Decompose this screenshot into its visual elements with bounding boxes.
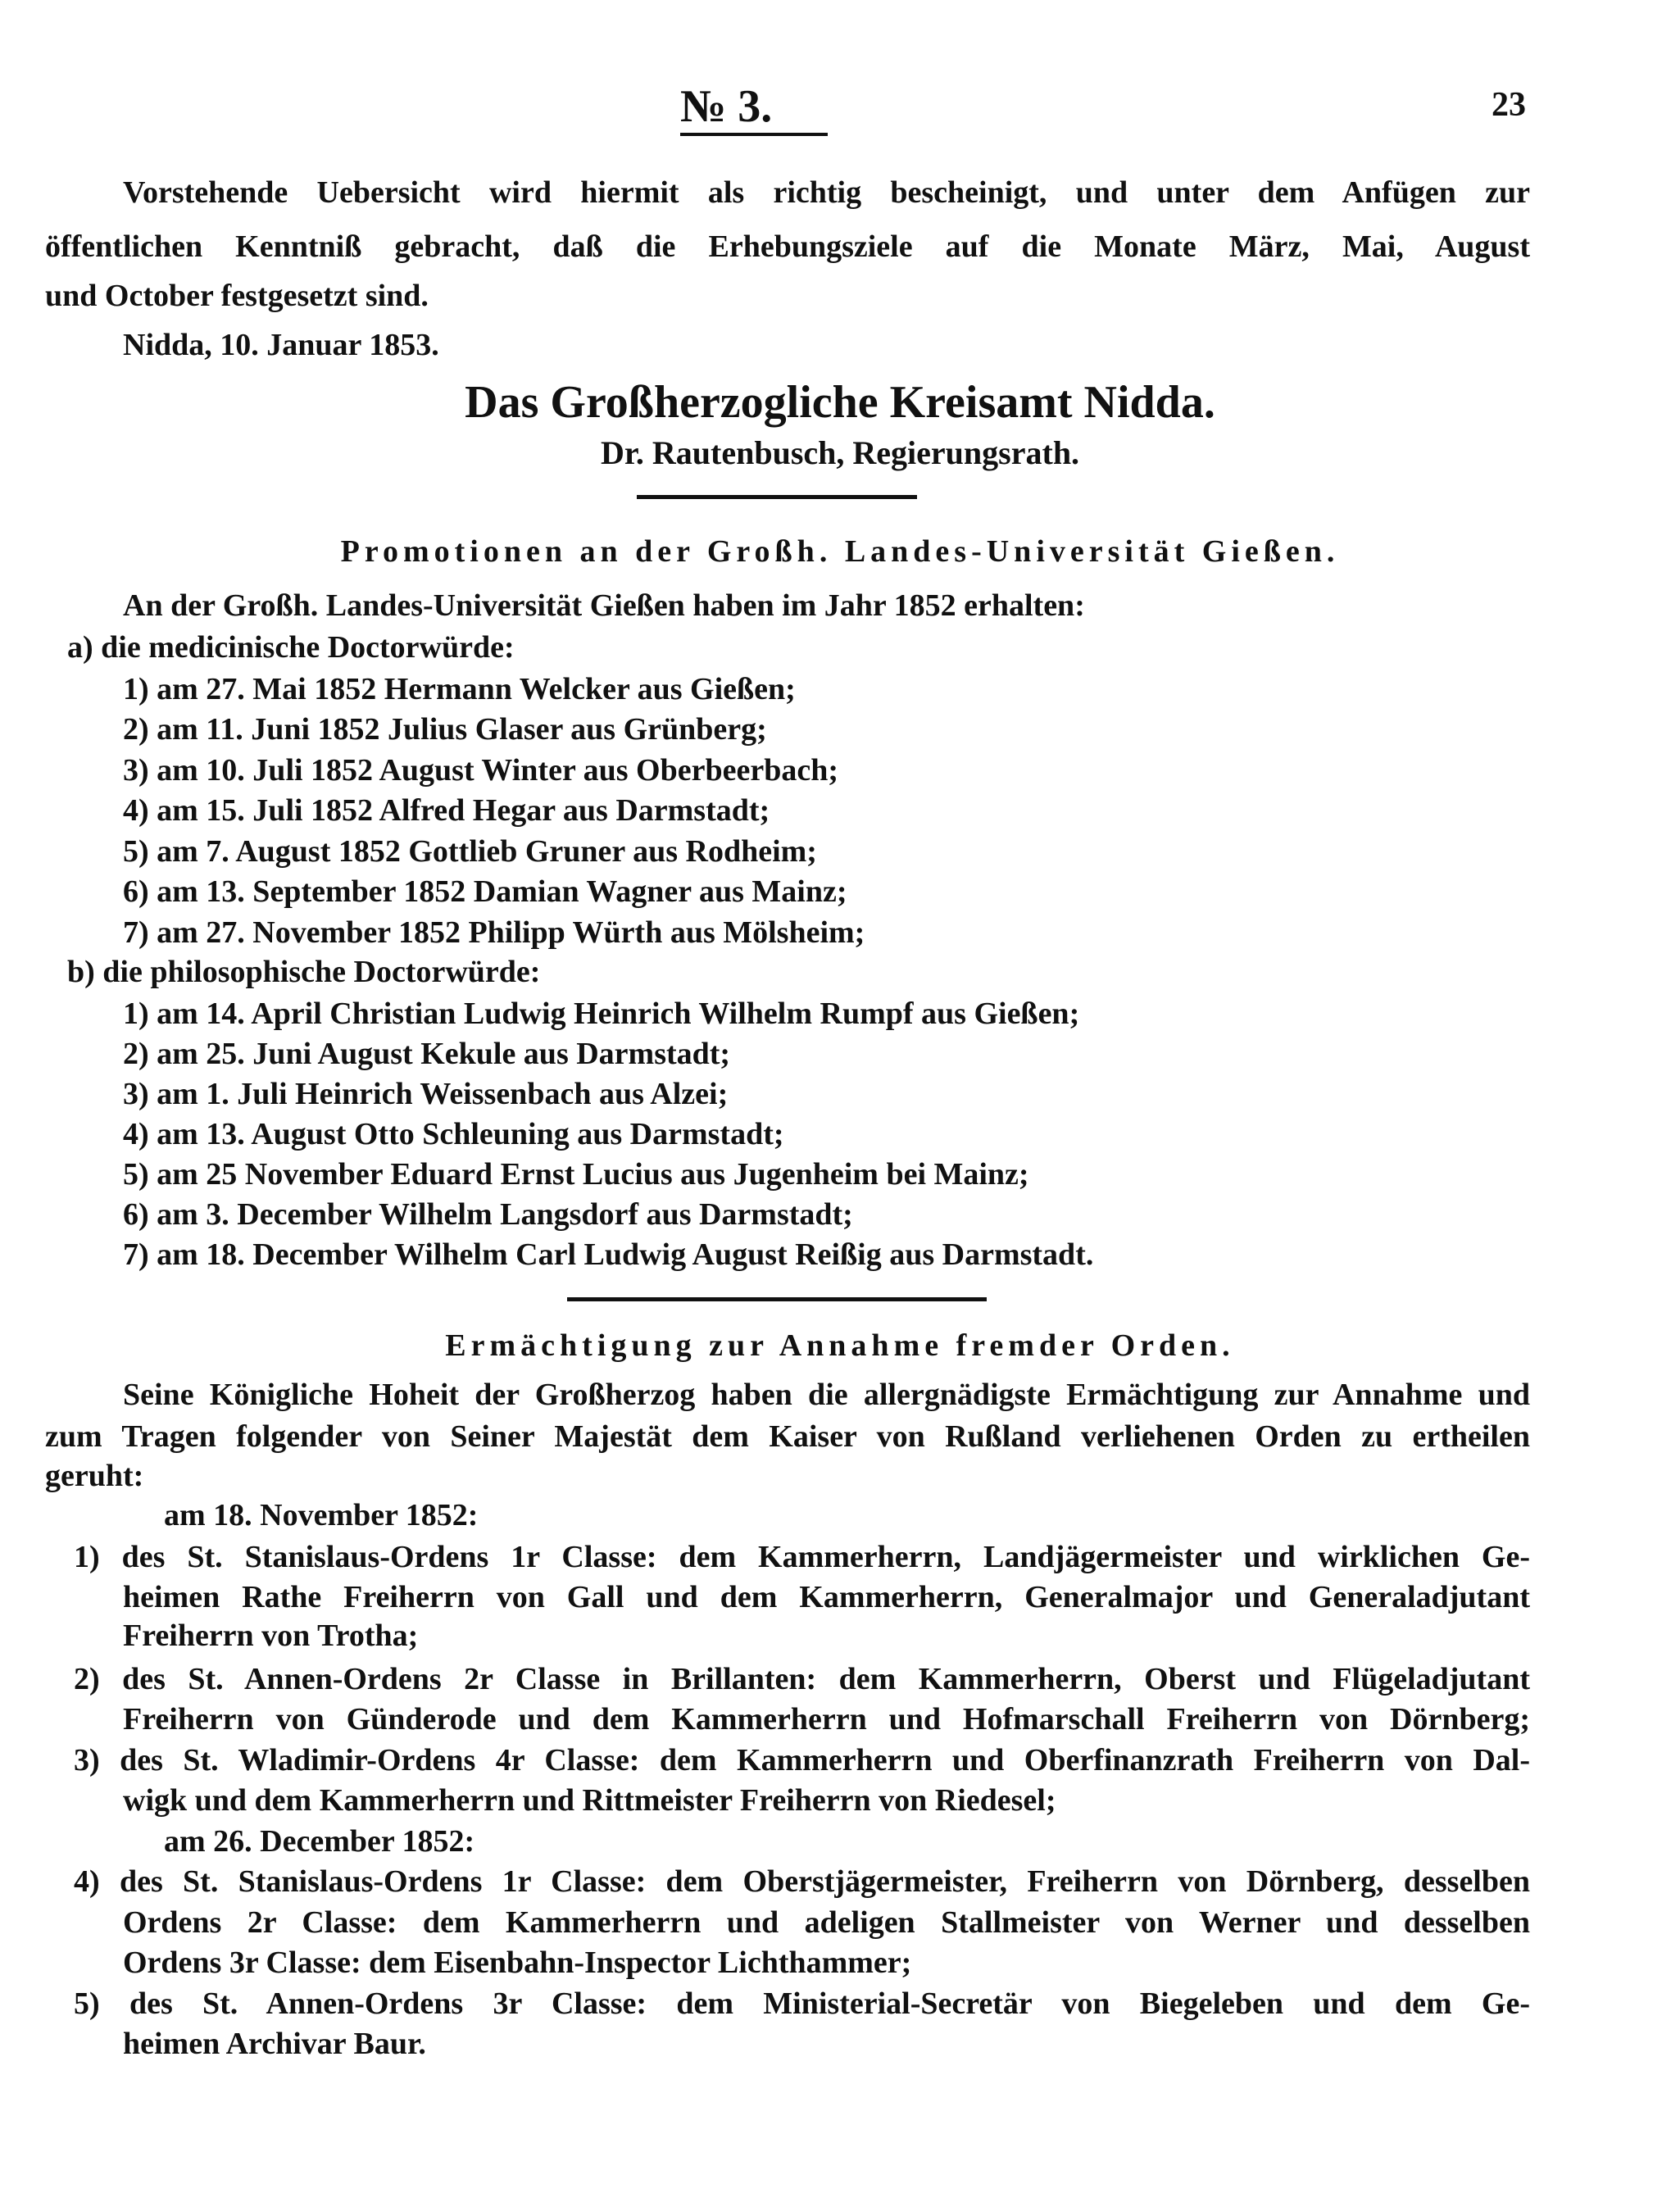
- orders-heading: Ermächtigung zur Annahme fremder Orden.: [445, 1328, 1235, 1363]
- orders-intro-line: geruht:: [45, 1459, 144, 1493]
- list-item: 1) am 27. Mai 1852 Hermann Welcker aus Gießen;: [123, 672, 796, 706]
- signature: Dr. Rautenbusch, Regierungsrath.: [600, 434, 1080, 471]
- promotions-heading: Promotionen an der Großh. Landes-Universität Gießen.: [340, 534, 1340, 569]
- order-item: 4) des St. Stanislaus-Ordens 1r Classe: dem Oberstjägermeister, Freiherrn von Dörnberg, desselben: [74, 1864, 1530, 1899]
- order-item: heimen Rathe Freiherrn von Gall und dem Kammerherrn, Generalmajor und Generaladjutant: [123, 1580, 1530, 1614]
- notice-line: öffentlichen Kenntniß gebracht, daß die Erhebungsziele auf die Monate März, Mai, August: [45, 229, 1530, 264]
- order-item: wigk und dem Kammerherrn und Rittmeister Freiherrn von Riedesel;: [123, 1783, 1056, 1818]
- order-item: Ordens 2r Classe: dem Kammerherrn und adeligen Stallmeister von Werner und desselben: [123, 1905, 1530, 1940]
- list-item: 5) am 25 November Eduard Ernst Lucius aus Jugenheim bei Mainz;: [123, 1157, 1029, 1192]
- list-item: 4) am 13. August Otto Schleuning aus Darmstadt;: [123, 1117, 784, 1151]
- orders-intro-line: zum Tragen folgender von Seiner Majestät dem Kaiser von Rußland verliehenen Orden zu ertheilen: [45, 1419, 1530, 1454]
- divider: [567, 1297, 987, 1301]
- list-item: 4) am 15. Juli 1852 Alfred Hegar aus Darmstadt;: [123, 793, 770, 828]
- list-item: 2) am 11. Juni 1852 Julius Glaser aus Grünberg;: [123, 712, 767, 747]
- order-item: Freiherrn von Günderode und dem Kammerherrn und Hofmarschall Freiherrn von Dörnberg;: [123, 1702, 1530, 1737]
- order-item: 2) des St. Annen-Ordens 2r Classe in Brillanten: dem Kammerherrn, Oberst und Flügeladjutant: [74, 1662, 1530, 1696]
- issue-underline: [680, 133, 828, 136]
- order-item: 5) des St. Annen-Ordens 3r Classe: dem Ministerial-Secretär von Biegeleben und dem Ge-: [74, 1986, 1530, 2021]
- group-label: a) die medicinische Doctorwürde:: [67, 630, 515, 665]
- list-item: 3) am 1. Juli Heinrich Weissenbach aus Alzei;: [123, 1077, 729, 1111]
- list-item: 7) am 27. November 1852 Philipp Würth aus Mölsheim;: [123, 915, 865, 950]
- order-item: 1) des St. Stanislaus-Ordens 1r Classe: dem Kammerherrn, Landjägermeister und wirklichen Ge-: [74, 1540, 1530, 1574]
- group-label: b) die philosophische Doctorwürde:: [67, 955, 541, 989]
- notice-line: und October festgesetzt sind.: [45, 279, 429, 313]
- order-item: heimen Archivar Baur.: [123, 2027, 426, 2061]
- order-item: Ordens 3r Classe: dem Eisenbahn-Inspector Lichthammer;: [123, 1945, 912, 1980]
- order-item: 3) des St. Wladimir-Ordens 4r Classe: dem Kammerherrn und Oberfinanzrath Freiherrn von Dal-: [74, 1743, 1530, 1777]
- page-number: 23: [1492, 86, 1526, 124]
- list-item: 5) am 7. August 1852 Gottlieb Gruner aus Rodheim;: [123, 834, 817, 869]
- order-date: am 18. November 1852:: [164, 1498, 479, 1532]
- orders-intro-line: Seine Königliche Hoheit der Großherzog haben die allergnädigste Ermächtigung zur Annahme und: [123, 1378, 1530, 1412]
- issue-number: № 3.: [680, 81, 773, 132]
- promotions-intro: An der Großh. Landes-Universität Gießen haben im Jahr 1852 erhalten:: [123, 588, 1085, 623]
- place-date: Nidda, 10. Januar 1853.: [123, 328, 439, 362]
- order-item: Freiherrn von Trotha;: [123, 1619, 419, 1653]
- list-item: 1) am 14. April Christian Ludwig Heinrich Wilhelm Rumpf aus Gießen;: [123, 997, 1080, 1031]
- list-item: 7) am 18. December Wilhelm Carl Ludwig August Reißig aus Darmstadt.: [123, 1237, 1094, 1272]
- order-date: am 26. December 1852:: [164, 1824, 475, 1859]
- list-item: 6) am 13. September 1852 Damian Wagner aus Mainz;: [123, 874, 847, 909]
- notice-line: Vorstehende Uebersicht wird hiermit als richtig bescheinigt, und unter dem Anfügen zur: [123, 175, 1530, 210]
- authority: Das Großherzogliche Kreisamt Nidda.: [465, 377, 1215, 428]
- list-item: 3) am 10. Juli 1852 August Winter aus Oberbeerbach;: [123, 753, 838, 788]
- divider: [637, 495, 917, 499]
- list-item: 2) am 25. Juni August Kekule aus Darmstadt;: [123, 1037, 731, 1071]
- list-item: 6) am 3. December Wilhelm Langsdorf aus Darmstadt;: [123, 1197, 853, 1232]
